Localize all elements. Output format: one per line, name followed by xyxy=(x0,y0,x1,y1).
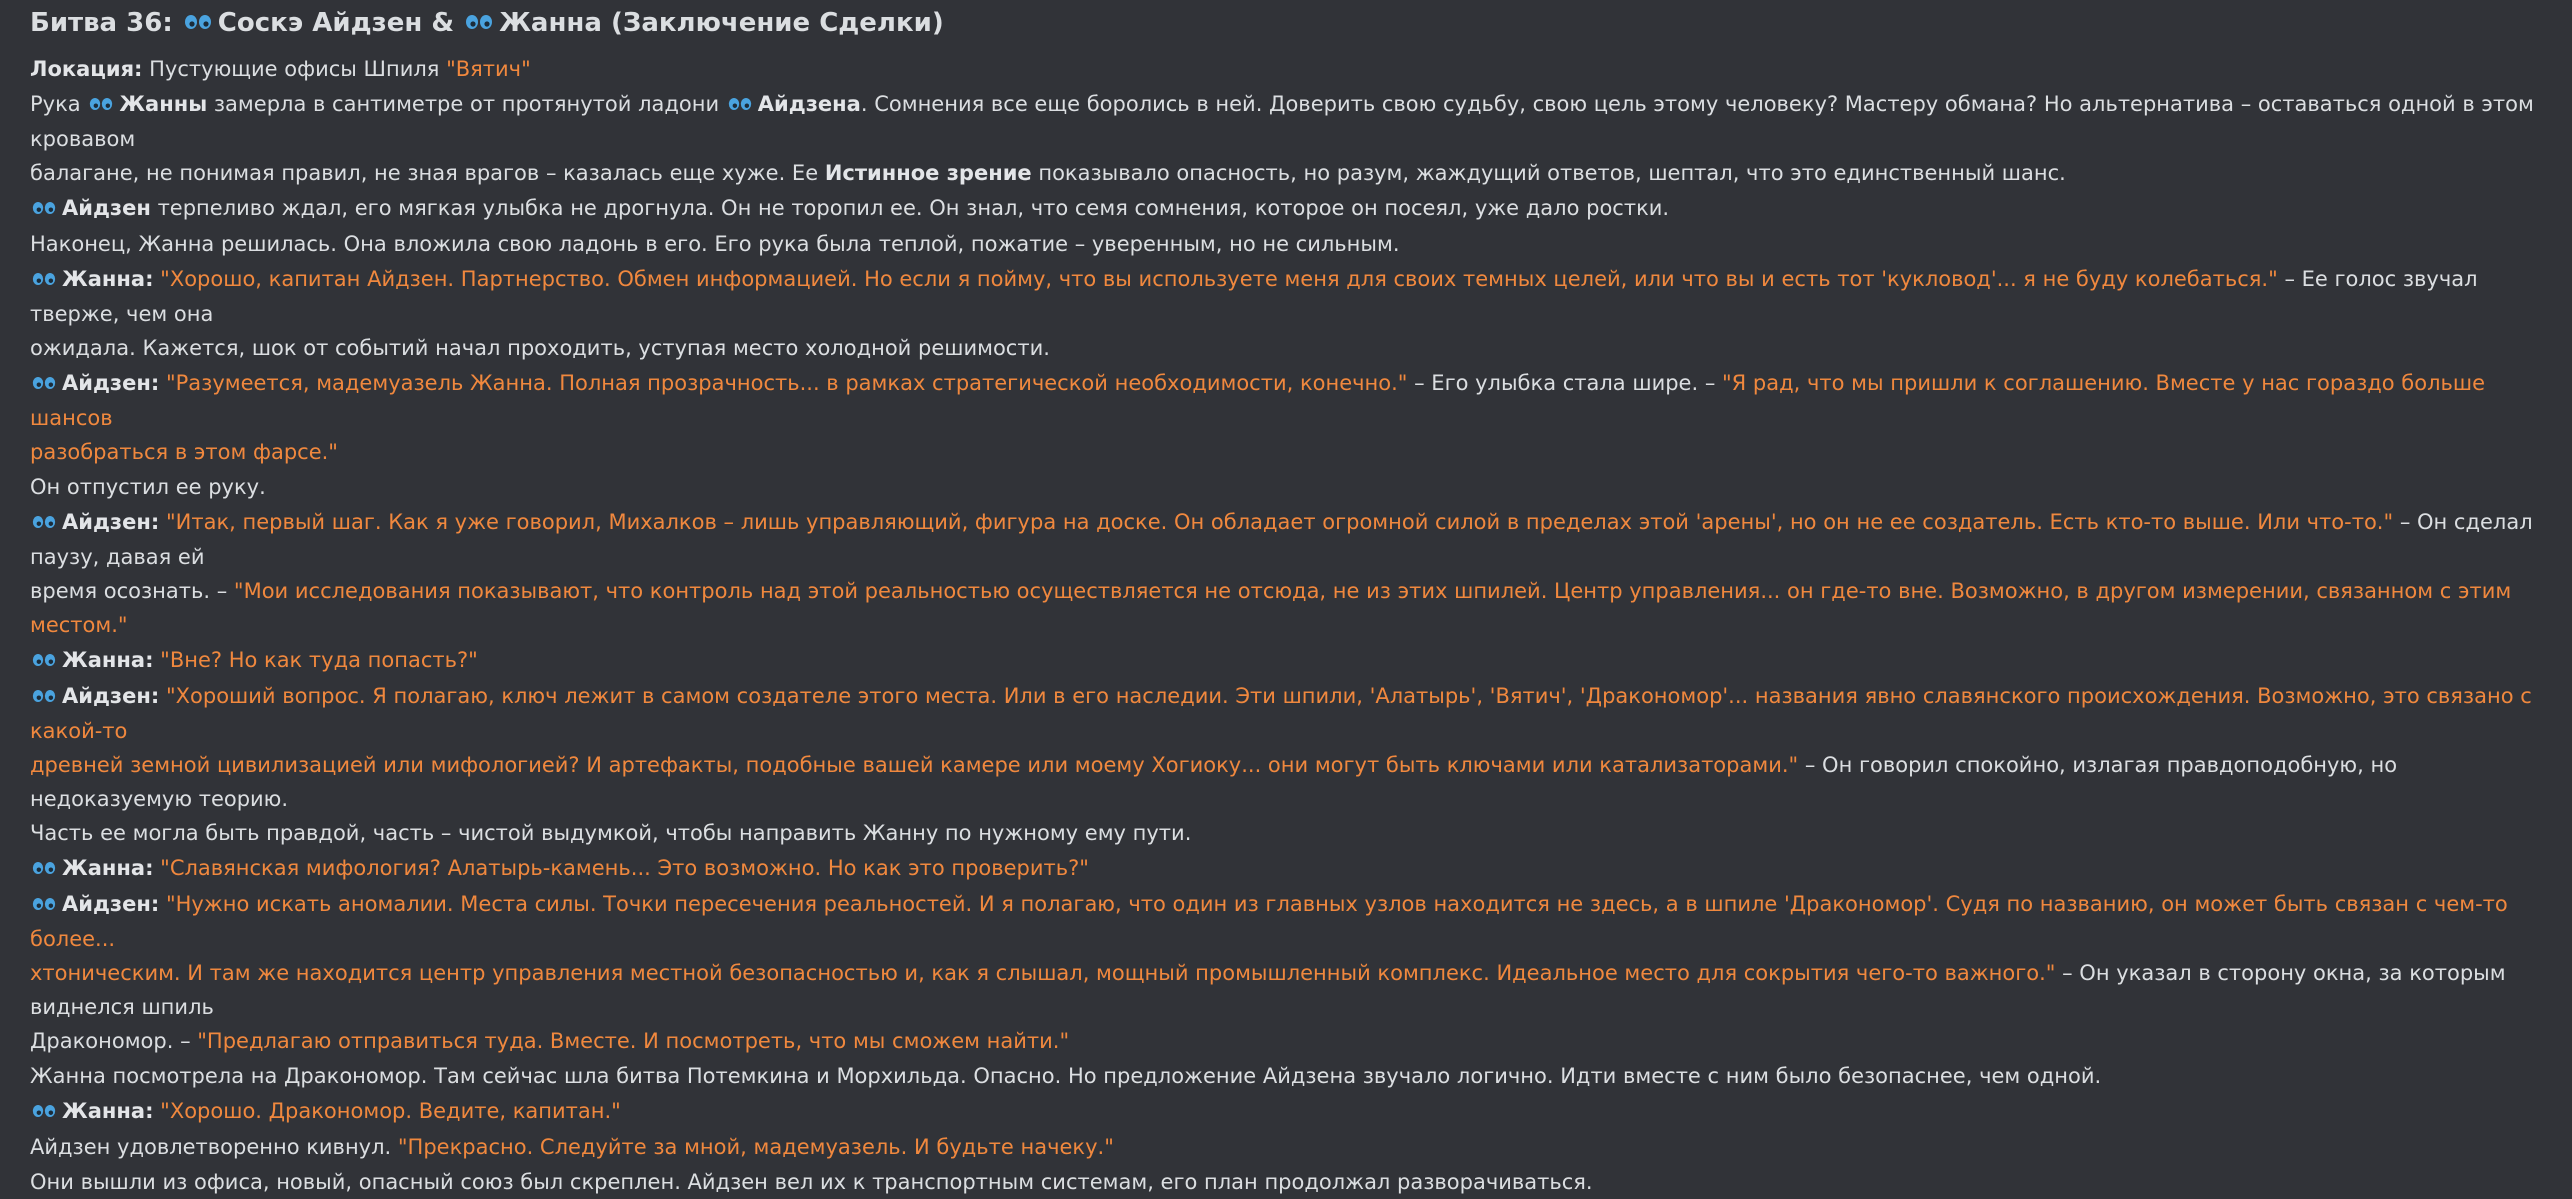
text-span: показывало опасность, но разум, жаждущий ответов, шептал, что это единственный шанс. xyxy=(1031,161,2066,185)
quote: "Хороший вопрос. Я полагаю, ключ лежит в самом создателе этого места. Или в его наследии. Эти шпили, 'Алатырь', 'Вятич', 'Дракономор'... названия явно славянского происхождения. Возможно, это связано с какой-то xyxy=(30,684,2532,743)
quote: "Хорошо, капитан Айдзен. Партнерство. Обмен информацией. Но если я пойму, что вы используете меня для своих темных целей, или что вы и есть тот 'кукловод'... я не буду колебаться." xyxy=(160,267,2278,291)
true-sight: Истинное зрение xyxy=(824,161,1032,185)
paragraph-14 xyxy=(30,1130,2542,1164)
text-span: терпеливо ждал, его мягкая улыбка не дрогнула. Он не торопил ее. Он знал, что семя сомнения, которое он посеял, уже дало ростки. xyxy=(150,196,1670,220)
battle-fighter-aizen: Соскэ Айдзен & xyxy=(217,8,455,38)
text-span: – Он сделал паузу, давая ей xyxy=(30,510,2533,569)
text-span: – Он указал в сторону окна, за которым виднелся шпиль xyxy=(30,961,2506,1019)
speaker-aizen: Айдзен: xyxy=(62,371,160,395)
quote: древней земной цивилизацией или мифологией? И артефакты, подобные вашей камере или моему Хогиоку... они могут быть ключами или катализаторами." xyxy=(30,753,1799,777)
paragraph-4 xyxy=(30,262,2542,365)
text-span: балагане, не понимая правил, не зная врагов – казалась еще хуже. Ее xyxy=(30,161,825,185)
quote: "Я рад, что мы пришли к соглашению. Вместе у нас гораздо больше шансов xyxy=(30,371,2486,430)
paragraph-3: Наконец, Жанна решилась. Она вложила свою ладонь в его. Его рука была теплой, пожатие – уверенным, но не сильным. xyxy=(30,232,1400,256)
quote: разобраться в этом фарсе." xyxy=(30,440,338,464)
location-name: "Вятич" xyxy=(446,57,531,81)
paragraph-5 xyxy=(30,366,2542,469)
name-jeanne: Жанны xyxy=(119,92,208,116)
eyes-icon xyxy=(728,88,752,122)
paragraph-1 xyxy=(30,87,2542,190)
paragraph-11 xyxy=(30,887,2542,1058)
speaker-jeanne: Жанна: xyxy=(62,267,154,291)
text-span: – Он говорил спокойно, излагая правдоподобную, но недоказуемую теорию. xyxy=(30,753,2398,811)
eyes-icon xyxy=(465,4,493,42)
speaker-aizen: Айдзен: xyxy=(62,892,160,916)
eyes-icon xyxy=(32,680,56,714)
quote: "Хорошо. Дракономор. Ведите, капитан." xyxy=(160,1099,621,1123)
text-span: – Ее голос звучал тверже, чем она xyxy=(30,267,2478,326)
speaker-jeanne: Жанна: xyxy=(62,1099,154,1123)
location-label: Локация: xyxy=(30,57,143,81)
paragraph-8 xyxy=(30,643,2542,678)
eyes-icon xyxy=(32,888,56,922)
text-span: – Его улыбка стала шире. – xyxy=(1407,371,1722,395)
name-aizen: Айдзен xyxy=(62,196,151,220)
eyes-icon xyxy=(32,506,56,540)
eyes-icon xyxy=(32,1095,56,1129)
eyes-icon xyxy=(32,852,56,886)
text-span: Рука xyxy=(30,92,88,116)
quote: хтоническим. И там же находится центр управления местной безопасностью и, как я слышал, мощный промышленный комплекс. Идеальное место для сокрытия чего-то важного." xyxy=(30,961,2056,985)
eyes-icon xyxy=(32,192,56,226)
eyes-icon xyxy=(184,4,212,42)
paragraph-13 xyxy=(30,1094,2542,1129)
paragraph-2 xyxy=(30,191,2542,226)
paragraph-10 xyxy=(30,851,2542,886)
quote: "Вне? Но как туда попасть?" xyxy=(160,648,478,672)
quote: "Итак, первый шаг. Как я уже говорил, Михалков – лишь управляющий, фигура на доске. Он обладает огромной силой в пределах этой 'арены', но он не ее создатель. Есть кто-то выше. Или что-то." xyxy=(165,510,2394,534)
speaker-aizen: Айдзен: xyxy=(62,684,160,708)
battle-number: Битва 36: xyxy=(30,8,173,38)
eyes-icon xyxy=(32,263,56,297)
text-span: замерла в сантиметре от протянутой ладони xyxy=(207,92,726,116)
text-span: ожидала. Кажется, шок от событий начал проходить, уступая место холодной решимости. xyxy=(30,336,1050,360)
quote: "Предлагаю отправиться туда. Вместе. И посмотреть, что мы сможем найти." xyxy=(197,1029,1070,1053)
paragraph-12: Жанна посмотрела на Дракономор. Там сейчас шла битва Потемкина и Морхильда. Опасно. Но предложение Айдзена звучало логично. Идти вместе с ним было безопаснее, чем одной. xyxy=(30,1064,2102,1088)
quote: "Разумеется, мадемуазель Жанна. Полная прозрачность... в рамках стратегической необходимости, конечно." xyxy=(165,371,1408,395)
location-text: Пустующие офисы Шпиля xyxy=(142,57,447,81)
eyes-icon xyxy=(89,88,113,122)
battle-fighter-jeanne: Жанна (Заключение Сделки) xyxy=(499,8,944,38)
speaker-jeanne: Жанна: xyxy=(62,648,154,672)
quote: "Нужно искать аномалии. Места силы. Точки пересечения реальностей. И я полагаю, что один из главных узлов находится не здесь, а в шпиле 'Дракономор'. Судя по названию, он может быть связан с чем-то более... xyxy=(30,892,2508,951)
text-span: Дракономор. – xyxy=(30,1029,198,1053)
name-aizen: Айдзена xyxy=(757,92,861,116)
text-span: Часть ее могла быть правдой, часть – чистой выдумкой, чтобы направить Жанну по нужному ему пути. xyxy=(30,821,1192,845)
paragraph-6: Он отпустил ее руку. xyxy=(30,475,266,499)
eyes-icon xyxy=(32,367,56,401)
paragraph-9 xyxy=(30,679,2542,850)
text-span: Айдзен удовлетворенно кивнул. xyxy=(30,1135,398,1159)
quote: "Прекрасно. Следуйте за мной, мадемуазель. И будьте начеку." xyxy=(397,1135,1114,1159)
quote: "Славянская мифология? Алатырь-камень... Это возможно. Но как это проверить?" xyxy=(160,856,1089,880)
paragraph-15: Они вышли из офиса, новый, опасный союз был скреплен. Айдзен вел их к транспортным системам, его план продолжал разворачиваться. xyxy=(30,1170,1593,1194)
speaker-aizen: Айдзен: xyxy=(62,510,160,534)
paragraph-7 xyxy=(30,505,2542,642)
text-span: . Сомнения все еще боролись в ней. Доверить свою судьбу, свою цель этому человеку? Мастеру обмана? Но альтернатива – оставаться одной в этом кровавом xyxy=(30,92,2534,151)
location-line xyxy=(30,52,2542,86)
battle-title xyxy=(30,4,2542,42)
text-span: время осознать. – xyxy=(30,579,234,603)
quote: "Мои исследования показывают, что контроль над этой реальностью осуществляется не отсюда, не из этих шпилей. Центр управления... он где-то вне. Возможно, в другом измерении, связанном с этим местом." xyxy=(30,579,2512,637)
speaker-jeanne: Жанна: xyxy=(62,856,154,880)
eyes-icon xyxy=(32,644,56,678)
